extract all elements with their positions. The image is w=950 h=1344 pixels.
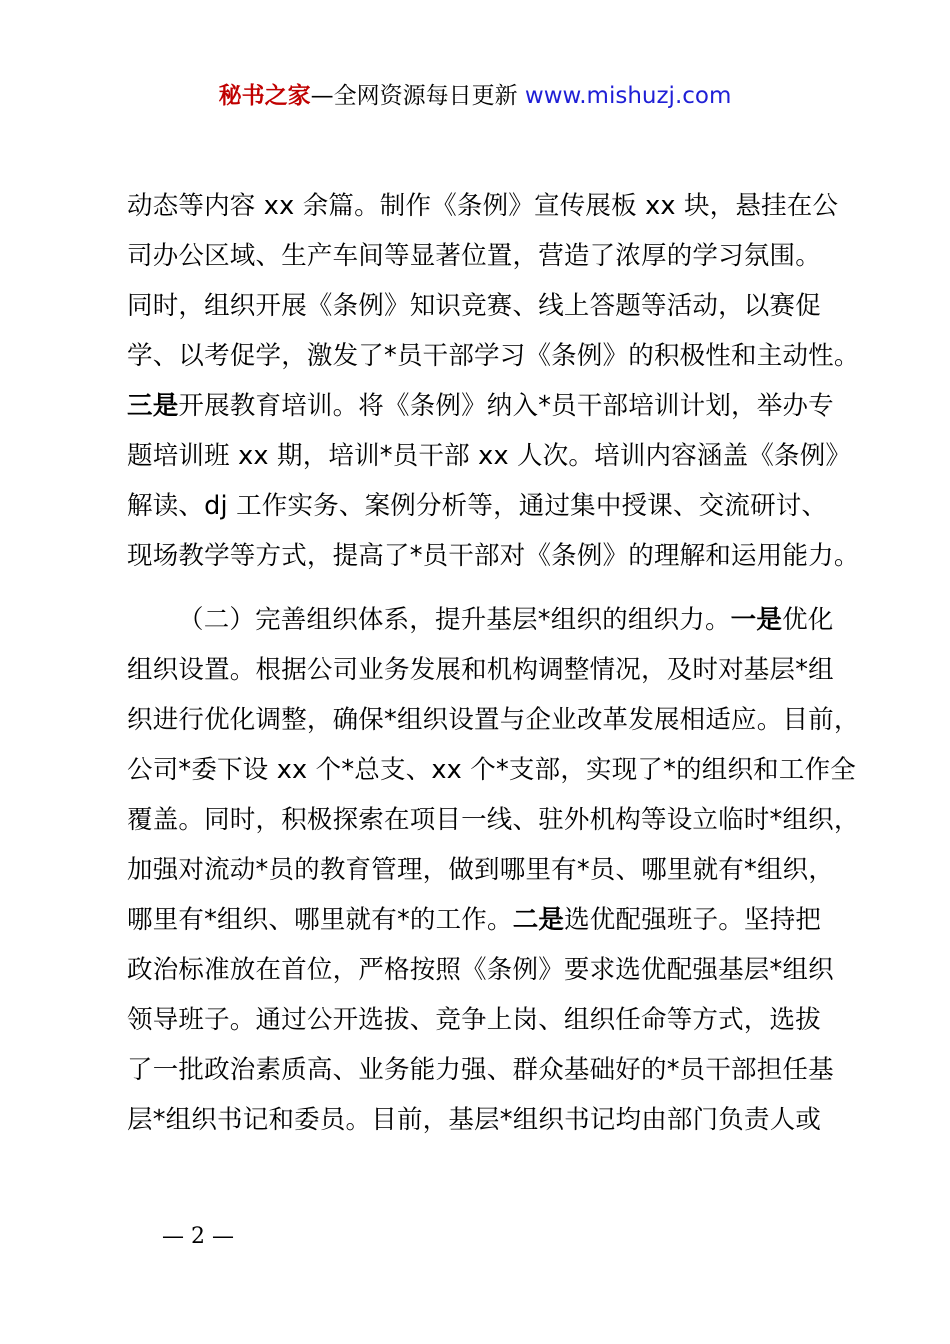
keyword-er-shi: 二是	[512, 905, 565, 935]
keyword-san-shi: 三是	[127, 391, 179, 421]
text-line: 政治标准放在首位，严格按照《条例》要求选优配强基层*组织	[127, 955, 834, 985]
text-line: 题培训班 xx 期，培训*员干部 xx 人次。培训内容涵盖《条例》	[127, 441, 852, 471]
text-segment: 哪里有*组织、哪里就有*的工作。	[127, 905, 513, 935]
text-segment: 优化	[782, 605, 834, 635]
text-line	[127, 895, 835, 945]
text-line: 织进行优化调整，确保*组织设置与企业改革发展相适应。目前，	[127, 705, 860, 735]
text-line: 同时，组织开展《条例》知识竞赛、线上答题等活动，以赛促	[127, 291, 821, 321]
site-header	[0, 80, 950, 112]
text-line: 领导班子。通过公开选拔、竞争上岗、组织任命等方式，选拔	[127, 1005, 821, 1035]
paragraph-2	[127, 595, 860, 1145]
text-line: 学、以考促学，激发了*员干部学习《条例》的积极性和主动性。	[127, 341, 860, 371]
header-slogan: —全网资源每日更新	[310, 83, 525, 109]
text-line: 组织设置。根据公司业务发展和机构调整情况，及时对基层*组	[127, 655, 834, 685]
keyword-yi-shi: 一是	[730, 605, 783, 635]
text-line: 动态等内容 xx 余篇。制作《条例》宣传展板 xx 块，悬挂在公	[127, 191, 839, 221]
text-line: 现场教学等方式，提高了*员干部对《条例》的理解和运用能力。	[127, 541, 860, 571]
paragraph-1	[127, 181, 860, 581]
text-line: 加强对流动*员的教育管理，做到哪里有*员、哪里就有*组织，	[127, 855, 835, 885]
paragraph-gap	[127, 581, 835, 595]
text-line	[127, 595, 835, 645]
text-line: 公司*委下设 xx 个*总支、xx 个*支部，实现了*的组织和工作全	[127, 755, 856, 785]
text-line: 解读、dj 工作实务、案例分析等，通过集中授课、交流研讨、	[127, 491, 828, 521]
text-line: 了一批政治素质高、业务能力强、群众基础好的*员干部担任基	[127, 1055, 834, 1085]
text-line: 司办公区域、生产车间等显著位置，营造了浓厚的学习氛围。	[127, 241, 821, 271]
text-segment: 开展教育培训。将《条例》纳入*员干部培训计划，举办专	[178, 391, 834, 421]
text-line: 层*组织书记和委员。目前，基层*组织书记均由部门负责人或	[127, 1105, 822, 1135]
site-url-link[interactable]: www.mishuzj.com	[524, 83, 732, 109]
document-body	[127, 181, 860, 1145]
text-line	[127, 381, 835, 431]
text-segment: 选优配强班子。坚持把	[564, 905, 822, 935]
brand-name: 秘书之家	[218, 83, 311, 109]
text-line: 覆盖。同时，积极探索在项目一线、驻外机构等设立临时*组织，	[127, 805, 860, 835]
page-number: — 2 —	[162, 1224, 234, 1249]
section-heading: （二）完善组织体系，提升基层*组织的组织力。	[178, 605, 731, 635]
